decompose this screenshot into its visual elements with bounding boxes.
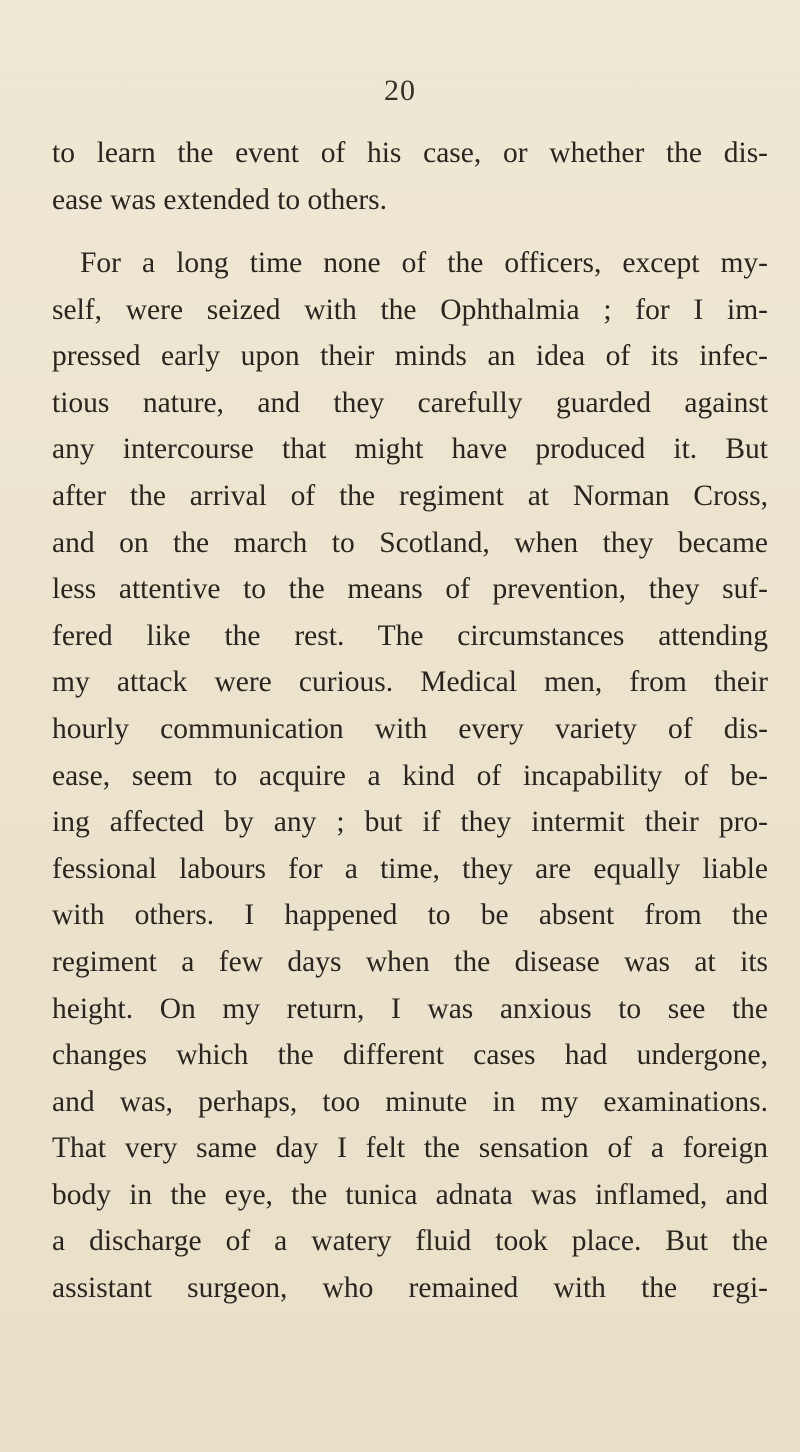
text-line: height. On my return, I was anxious to see the <box>52 992 768 1025</box>
paragraph-2 <box>52 240 768 1312</box>
text-line: regiment a few days when the disease was at its <box>52 945 768 978</box>
text-line: ease, seem to acquire a kind of incapability of be- <box>52 759 768 792</box>
text-line: changes which the different cases had undergone, <box>52 1039 768 1072</box>
text-line: less attentive to the means of prevention, they suf- <box>52 573 768 606</box>
text-line: pressed early upon their minds an idea of its infec- <box>52 340 768 373</box>
text-line: self, were seized with the Ophthalmia ; for I im- <box>52 293 768 326</box>
text-line: fessional labours for a time, they are equally liable <box>52 852 768 885</box>
text-line: For a long time none of the officers, except my- <box>80 247 768 279</box>
text-line: assistant surgeon, who remained with the regi- <box>52 1272 768 1305</box>
text-line: ease was extended to others. <box>52 183 388 216</box>
text-line: any intercourse that might have produced it. But <box>52 433 768 466</box>
text-line: tious nature, and they carefully guarded against <box>52 386 768 419</box>
text-line: and was, perhaps, too minute in my examinations. <box>52 1085 768 1118</box>
paragraph-1 <box>52 130 768 223</box>
text-line: after the arrival of the regiment at Norman Cross, <box>52 479 768 512</box>
text-line: a discharge of a watery fluid took place. But the <box>52 1225 768 1258</box>
page-number: 20 <box>384 74 416 107</box>
text-line: hourly communication with every variety of dis- <box>52 712 768 745</box>
text-line: ing affected by any ; but if they intermit their pro- <box>52 806 768 839</box>
text-line: to learn the event of his case, or whether the dis- <box>52 137 768 169</box>
text-line: body in the eye, the tunica adnata was inflamed, and <box>52 1178 768 1211</box>
text-line: fered like the rest. The circumstances attending <box>52 619 768 652</box>
text-line: with others. I happened to be absent from the <box>52 899 768 932</box>
text-line: That very same day I felt the sensation of a foreign <box>52 1132 768 1165</box>
text-line: my attack were curious. Medical men, from their <box>52 666 768 699</box>
text-line: and on the march to Scotland, when they became <box>52 526 768 559</box>
